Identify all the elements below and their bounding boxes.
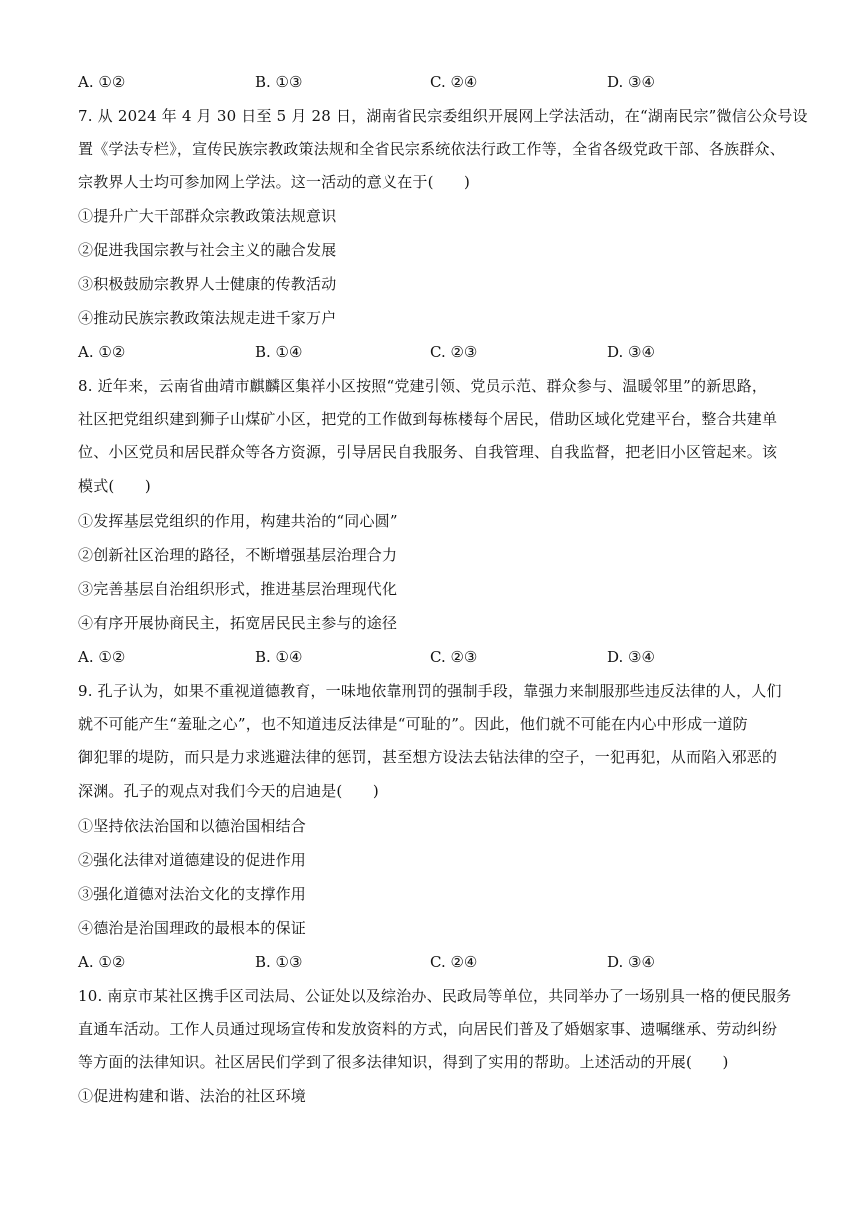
q9-options (78, 952, 782, 972)
q6-option-d[interactable]: D. ③④ (607, 73, 655, 91)
q8-option-c[interactable]: C. ②③ (430, 648, 478, 666)
q10-item-1: ①促进构建和谐、法治的社区环境 (78, 1087, 307, 1105)
q8-option-b[interactable]: B. ①④ (255, 648, 303, 666)
q6-option-a[interactable]: A. ①② (78, 73, 126, 91)
q10-stem-line: 10. 南京市某社区携手区司法局、公证处以及综治办、民政局等单位，共同举办了一场别具一格的便民服务 (78, 987, 792, 1005)
q9-option-b[interactable]: B. ①③ (255, 953, 303, 971)
q9-item-1: ①坚持依法治国和以德治国相结合 (78, 817, 307, 835)
q6-option-b[interactable]: B. ①③ (255, 73, 303, 91)
q7-stem-line: 宗教界人士均可参加网上学法。这一活动的意义在于( ) (78, 173, 471, 191)
q8-item-3: ③完善基层自治组织形式，推进基层治理现代化 (78, 580, 398, 598)
q9-option-d[interactable]: D. ③④ (607, 953, 655, 971)
q10-stem-line: 直通车活动。工作人员通过现场宣传和发放资料的方式，向居民们普及了婚姻家事、遗嘱继承、劳动纠纷 (78, 1020, 778, 1038)
q9-option-c[interactable]: C. ②④ (430, 953, 478, 971)
q9-stem-line: 深渊。孔子的观点对我们今天的启迪是( ) (78, 782, 379, 800)
q7-item-3: ③积极鼓励宗教界人士健康的传教活动 (78, 275, 337, 293)
q9-item-2: ②强化法律对道德建设的促进作用 (78, 851, 307, 869)
q7-stem-line: 7. 从 2024 年 4 月 30 日至 5 月 28 日，湖南省民宗委组织开展网上学法活动，在“湖南民宗”微信公众号设 (78, 107, 808, 125)
q7-stem-line: 置《学法专栏》，宣传民族宗教政策法规和全省民宗系统依法行政工作等，全省各级党政干部、各族群众、 (78, 140, 785, 158)
q7-option-b[interactable]: B. ①④ (255, 343, 303, 361)
q6-option-c[interactable]: C. ②④ (430, 73, 478, 91)
q8-stem-line: 位、小区党员和居民群众等各方资源，引导居民自我服务、自我管理、自我监督，把老旧小区管起来。该 (78, 443, 778, 461)
q8-options (78, 647, 782, 667)
q6-options (78, 72, 782, 92)
q7-item-4: ④推动民族宗教政策法规走进千家万户 (78, 309, 337, 327)
q7-options (78, 342, 782, 362)
q8-option-a[interactable]: A. ①② (78, 648, 126, 666)
q7-item-2: ②促进我国宗教与社会主义的融合发展 (78, 241, 337, 259)
q8-item-1: ①发挥基层党组织的作用，构建共治的“同心圆” (78, 512, 398, 530)
q9-stem-line: 就不可能产生“羞耻之心”，也不知道违反法律是“可耻的”。因此，他们就不可能在内心中形成一道防 (78, 715, 748, 733)
q7-item-1: ①提升广大干部群众宗教政策法规意识 (78, 207, 337, 225)
q7-option-a[interactable]: A. ①② (78, 343, 126, 361)
q9-item-3: ③强化道德对法治文化的支撑作用 (78, 885, 307, 903)
q9-option-a[interactable]: A. ①② (78, 953, 126, 971)
q10-stem-line: 等方面的法律知识。社区居民们学到了很多法律知识，得到了实用的帮助。上述活动的开展( ) (78, 1053, 729, 1071)
q9-stem-line: 9. 孔子认为，如果不重视道德教育，一味地依靠刑罚的强制手段，靠强力来制服那些违反法律的人，人们 (78, 682, 782, 700)
q8-item-4: ④有序开展协商民主，拓宽居民民主参与的途径 (78, 614, 398, 632)
q8-stem-line: 8. 近年来，云南省曲靖市麒麟区集祥小区按照“党建引领、党员示范、群众参与、温暖邻里”的新思路， (78, 377, 768, 395)
q9-item-4: ④德治是治国理政的最根本的保证 (78, 919, 307, 937)
q8-stem-line: 社区把党组织建到狮子山煤矿小区，把党的工作做到每栋楼每个居民，借助区域化党建平台，整合共建单 (78, 410, 778, 428)
q7-option-c[interactable]: C. ②③ (430, 343, 478, 361)
q7-option-d[interactable]: D. ③④ (607, 343, 655, 361)
q8-stem-line: 模式( ) (78, 477, 151, 495)
q9-stem-line: 御犯罪的堤防，而只是力求逃避法律的惩罚，甚至想方设法去钻法律的空子，一犯再犯，从而陷入邪恶的 (78, 748, 778, 766)
q8-item-2: ②创新社区治理的路径，不断增强基层治理合力 (78, 546, 398, 564)
q8-option-d[interactable]: D. ③④ (607, 648, 655, 666)
